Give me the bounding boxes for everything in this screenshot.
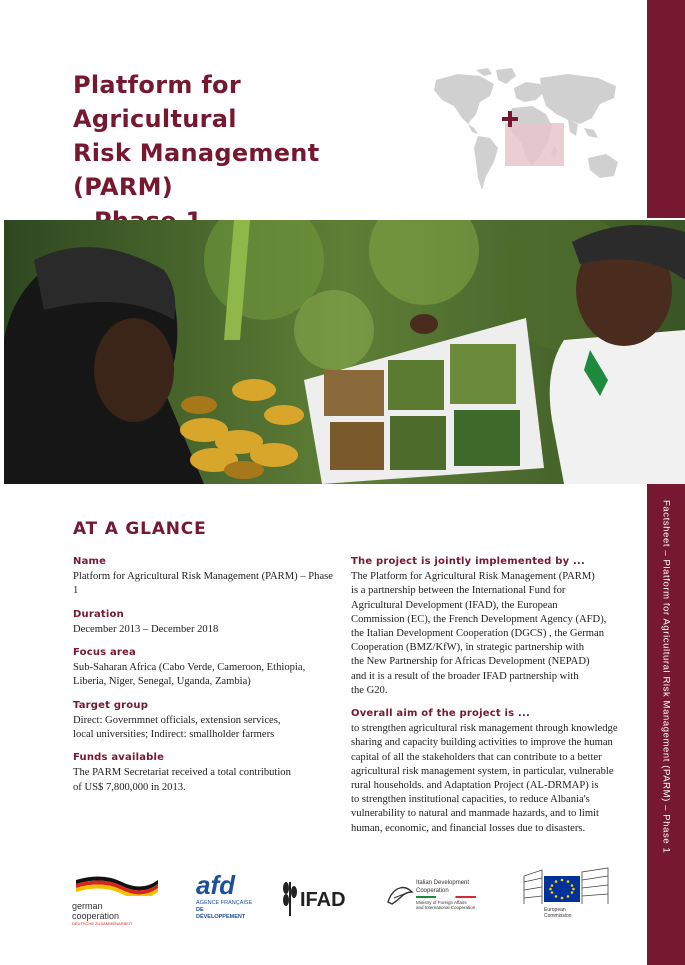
european-commission-logo <box>522 866 612 926</box>
afd-logo-mark: afd <box>196 870 235 900</box>
ifad-wheat-icon <box>282 878 298 916</box>
german-logo-line2: cooperation <box>72 911 120 921</box>
field-value: The PARM Secretariat received a total contribution of US$ 7,800,000 in 2013. <box>73 767 291 793</box>
ifad-logo <box>282 878 362 918</box>
right-info-column <box>351 555 623 845</box>
title-line-2: Risk Management (PARM) <box>73 139 320 201</box>
field-label: The project is jointly implemented by ... <box>351 556 585 567</box>
field-target-group <box>73 699 338 743</box>
field-focus-area <box>73 646 338 690</box>
german-logo-line1: german <box>72 901 103 911</box>
german-cooperation-logo <box>72 874 162 924</box>
field-value: Platform for Agricultural Risk Management (PARM) – Phase 1 <box>73 571 334 597</box>
german-logo-line3: DEUTSCHE ZUSAMMENARBEIT <box>72 921 133 926</box>
ec-logo-line1: European <box>544 907 566 913</box>
german-flag-wave-icon <box>72 874 162 896</box>
italian-logo-line4: and International Cooperation <box>416 905 476 910</box>
field-name <box>73 555 338 599</box>
field-funds-available <box>73 751 338 795</box>
section-heading-at-a-glance: AT A GLANCE <box>73 519 207 539</box>
field-value: The Platform for Agricultural Risk Management (PARM) is a partnership between the International Fund for Agricultural Development (IFAD), the European Commission (EC), the French Development Agency (AFD), the Italian Development Cooperation (DGCS) , the German Cooperation (BMZ/KfW), in strategic partnership with the New Partnership for Africas Development (NEPAD) and it is a result of the broader IFAD partnership with the G20. <box>351 571 607 696</box>
ec-building-icon <box>522 866 610 906</box>
ifad-logo-text: IFAD <box>300 889 346 911</box>
field-value: December 2013 – December 2018 <box>73 623 219 635</box>
afd-logo-line2: DE DÉVELOPPEMENT <box>196 907 246 920</box>
italian-flag-stripe <box>416 896 476 898</box>
page-title <box>73 68 403 238</box>
italian-logo-line2: Cooperation <box>416 888 449 894</box>
afd-logo <box>196 870 254 926</box>
field-label: Overall aim of the project is ... <box>351 708 530 720</box>
italian-logo-line3: Ministry of Foreign Affairs <box>416 900 467 905</box>
italian-development-cooperation-logo <box>386 880 496 920</box>
farmers-photo-illustration <box>4 220 685 484</box>
world-map-icon <box>428 66 628 196</box>
field-duration <box>73 608 338 637</box>
field-label: Duration <box>73 608 124 620</box>
afd-logo-line1: AGENCE FRANÇAISE <box>196 900 253 906</box>
field-implemented-by <box>351 555 623 698</box>
hero-photo <box>4 220 685 484</box>
italian-cooperation-hand-icon <box>386 884 414 908</box>
italian-logo-line1: Italian Development <box>416 880 470 886</box>
left-info-column <box>73 555 338 804</box>
field-value: Sub-Saharan Africa (Cabo Verde, Cameroon, Ethiopia, Liberia, Niger, Senegal, Uganda, Zambia) <box>73 662 306 688</box>
field-label: Target group <box>73 699 149 711</box>
field-overall-aim <box>351 707 623 836</box>
partner-logos <box>60 866 640 926</box>
field-label: Name <box>73 556 107 567</box>
field-value: to strengthen agricultural risk management through knowledge sharing and capacity building activities to improve the human capital of all the stakeholders that can contribute to a better agricultural risk management system, in particular, vulnerable rural households. and Adaptation Project (AL-DRMAP) is to strengthen institutional capacities, to reduce Albania's vulnerability to natural and manmade hazards, and to limit human, economic, and financial losses due to disasters. <box>351 723 618 834</box>
sidebar-accent-top <box>647 0 685 218</box>
sidebar-factsheet-label: Factsheet – Platform for Agricultural Risk Management (PARM) – Phase 1 <box>660 500 672 854</box>
ec-logo-line2: Commission <box>544 913 572 919</box>
field-value: Direct: Governmnet officials, extension services, local universities; Indirect: smallholder farmers <box>73 714 281 741</box>
title-line-1: Platform for Agricultural <box>73 71 241 133</box>
field-label: Funds available <box>73 752 165 764</box>
field-label: Focus area <box>73 647 136 659</box>
